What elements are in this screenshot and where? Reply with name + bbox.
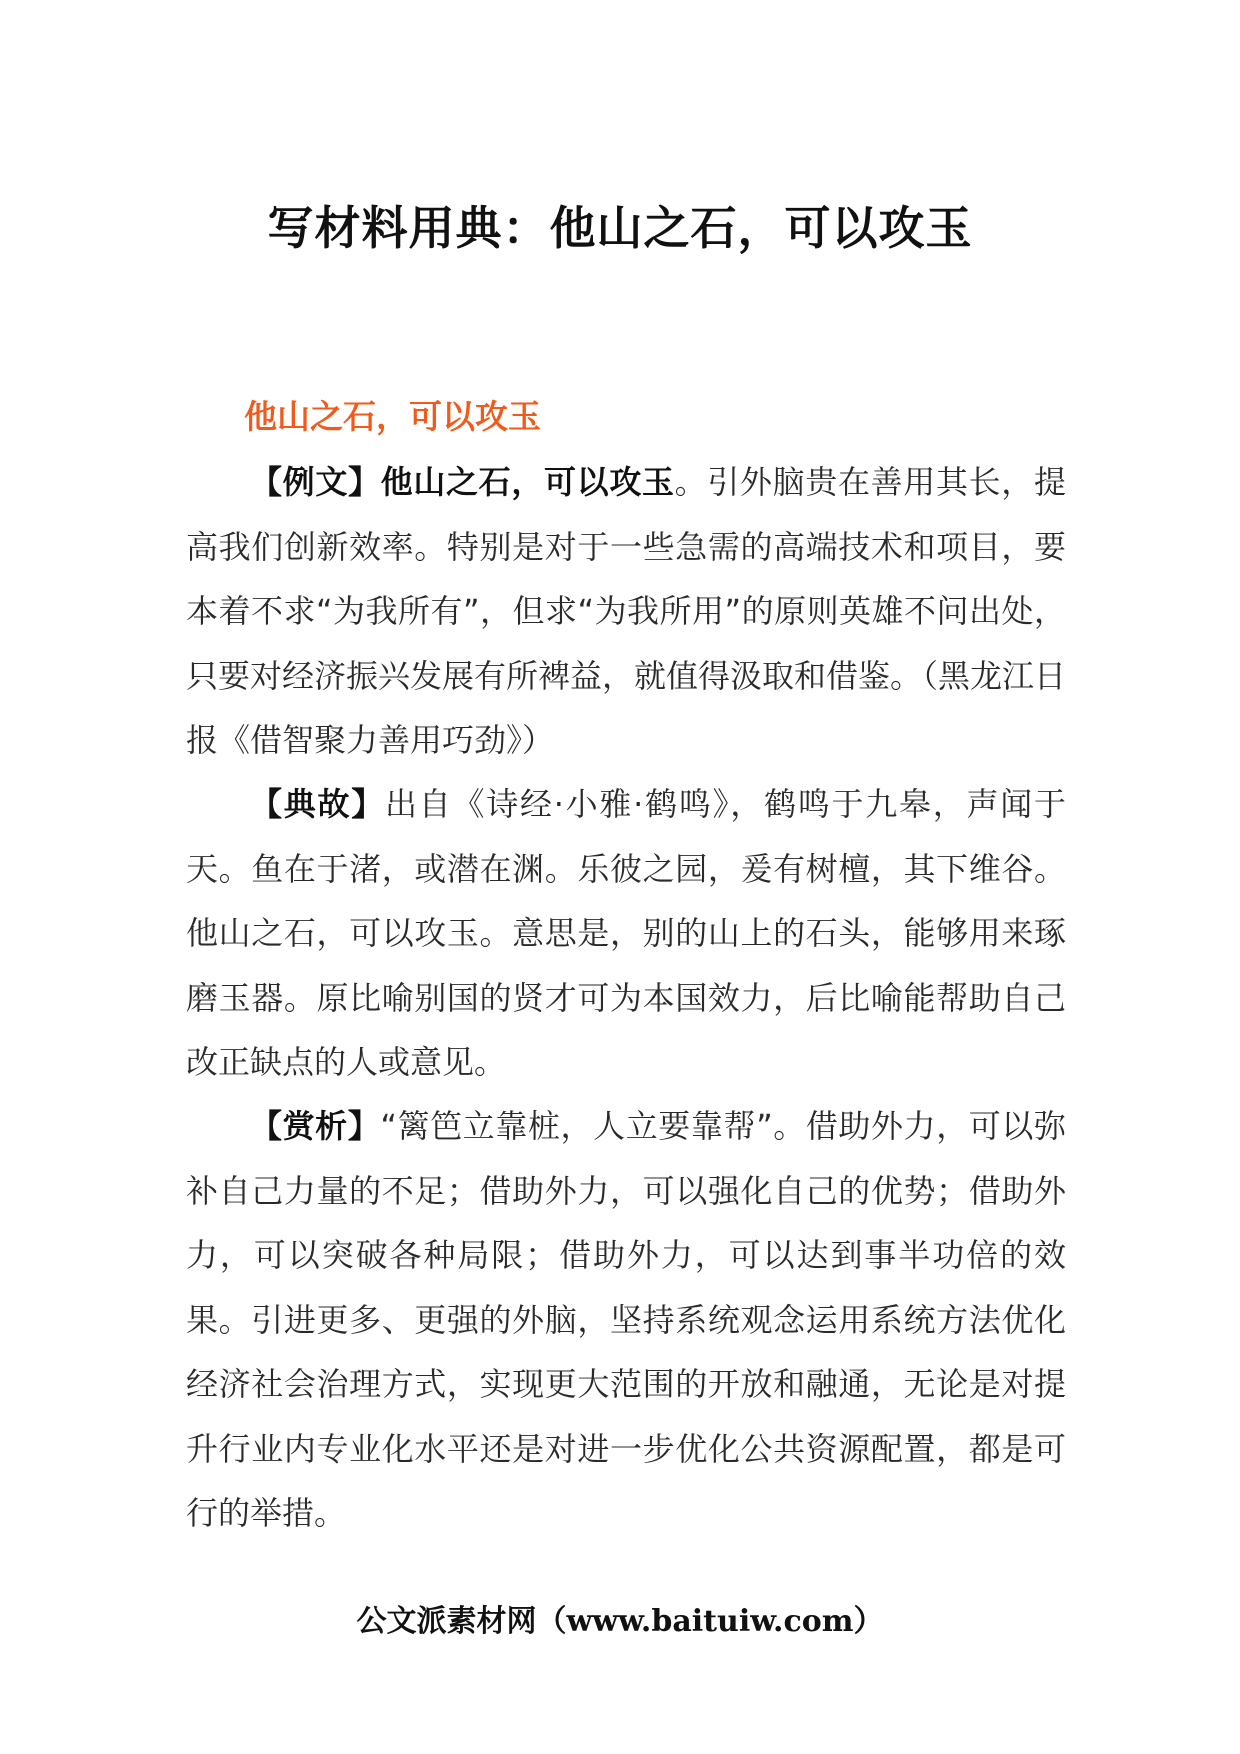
example-text: 。引外脑贵在善用其长，提高我们创新效率。特别是对于一些急需的高端技术和项目，要本着不求“为我所有”，但求“为我所用”的原则英雄不问出处，只要对经济振兴发展有所裨益，就值得汲取和借鉴。（黑龙江日报《借智聚力善用巧劲》） bbox=[186, 463, 1067, 759]
footer-source: 公文派素材网（www.baituiw.com） bbox=[356, 1604, 884, 1639]
allusion-label: 【典故】 bbox=[250, 785, 385, 823]
appreciation-text: “篱笆立靠桩，人立要靠帮”。借助外力，可以弥补自己力量的不足；借助外力，可以强化自己的优势；借助外力，可以突破各种局限；借助外力，可以达到事半功倍的效果。引进更多、更强的外脑，坚持系统观念运用系统方法优化经济社会治理方式，实现更大范围的开放和融通，无论是对提升行业内专业化水平还是对进一步优化公共资源配置，都是可行的举措。 bbox=[186, 1107, 1066, 1532]
allusion-paragraph bbox=[186, 772, 1066, 1095]
appreciation-paragraph bbox=[186, 1094, 1066, 1546]
section-heading: 他山之石，可以攻玉 bbox=[244, 397, 541, 436]
example-label: 【例文】 bbox=[250, 463, 381, 501]
appreciation-label: 【赏析】 bbox=[250, 1107, 381, 1145]
allusion-text: 出自《诗经·小雅·鹤鸣》，鹤鸣于九皋，声闻于天。鱼在于渚，或潜在渊。乐彼之园，爰有树檀，其下维谷。他山之石，可以攻玉。意思是，别的山上的石头，能够用来琢磨玉器。原比喻别国的贤才可为本国效力，后比喻能帮助自己改正缺点的人或意见。 bbox=[186, 785, 1066, 1081]
example-paragraph bbox=[186, 450, 1066, 773]
example-lead: 他山之石，可以攻玉 bbox=[380, 463, 675, 501]
page-title: 写材料用典：他山之石，可以攻玉 bbox=[267, 201, 973, 255]
